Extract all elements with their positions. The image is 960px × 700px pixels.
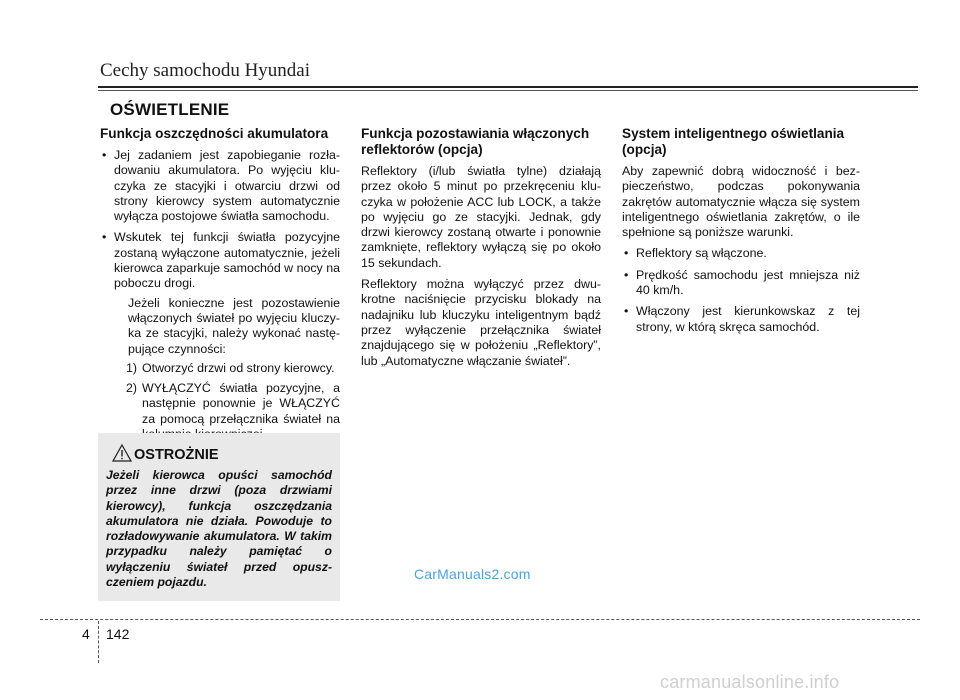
page-number: 142 — [106, 626, 130, 642]
battery-saver-list — [100, 148, 340, 442]
paragraph: Reflektory (i/lub światła tylne) działają przez około 5 minut po przekręceniu kluczyka w położenie ACC lub LOCK, a także po wyjęciu go ze stacyjki. Jednak, gdy drzwi kierowcy zostaną otwarte i ponownie zamknięte, reflektory wyłączą się po około 15 sekundach. — [361, 164, 601, 270]
battery-saver-heading: Funkcja oszczędności akumulatora — [100, 126, 329, 141]
headlight-escort-heading: Funkcja pozostawiania włączonych reflektorów (opcja) — [361, 126, 590, 157]
step-number: 1) — [126, 360, 138, 375]
caution-text: Jeżeli kierowca opuści samochód przez inne drzwi (poza drzwiami kierowcy), funkcja oszczędzania akumulatora nie działa. Powoduje to rozładowywanie akumulatora. W takim przypadku należy pamiętać o wyłączeniu świateł przed opuszczeniem pojazdu. — [106, 468, 332, 590]
step-text: Otworzyć drzwi od strony kierowcy. — [142, 360, 335, 375]
header-rule — [98, 86, 918, 88]
column-headlight-escort — [361, 126, 601, 375]
step-number: 2) — [126, 381, 138, 396]
list-item: • Prędkość samochodu jest mniejsza niż 40 km/h. — [622, 268, 860, 299]
header-rule-thin — [98, 90, 918, 91]
footer-divider — [40, 619, 920, 620]
chapter-number: 4 — [82, 626, 90, 642]
list-item: • Reflektory są włączone. — [622, 246, 860, 261]
intelligent-lighting-heading: System inteligentnego oświetlania (opcja) — [622, 126, 845, 157]
step-text: WYŁĄCZYĆ światła pozycyjne, a następnie ponownie je WŁĄCZYĆ za pomocą przełącznika świateł na — [142, 381, 340, 426]
warning-triangle-icon — [112, 444, 132, 462]
step-item — [114, 361, 340, 376]
conditions-list — [622, 246, 860, 334]
list-item-text: Wskutek tej funkcji światła pozycyjne zostaną wyłączone automatycznie, jeżeli kierowca zaparkuje samochód w nocy na poboczu drogi. — [114, 230, 340, 291]
column-intelligent-lighting — [622, 126, 860, 341]
list-item: • Jej zadaniem jest zapobieganie rozładowaniu akumulatora. Po wyjęciu kluczyka ze stacyjki i otwarciu drzwi od strony kierowcy system automatycznie wyłącza postojowe światła samochodu. — [100, 148, 340, 224]
section-title: OŚWIETLENIE — [110, 100, 230, 119]
list-item-continuation: Jeżeli konieczne jest pozostawienie włączonych świateł po wyjęciu kluczyka ze stacyjki, należy wykonać następujące czynności: — [128, 295, 340, 356]
list-item — [100, 230, 340, 442]
footer-vertical-divider — [98, 621, 99, 663]
caution-title: OSTROŻNIE — [134, 447, 219, 463]
header-title: Cechy samochodu Hyundai — [100, 60, 311, 81]
column-battery-saver — [100, 126, 340, 448]
bottom-watermark: carmanualsonline.info — [660, 672, 840, 692]
paragraph: Aby zapewnić dobrą widoczność i bezpieczeństwo, podczas pokonywania zakrętów automatycznie włącza się system inteligentnego oświetlania zakrętów, o ile spełnione są poniższe warunki. — [622, 164, 860, 240]
caution-box — [98, 433, 340, 601]
list-item: • Włączony jest kierunkowskaz z tej strony, w którą skręca samochód. — [622, 304, 860, 335]
paragraph: Reflektory można wyłączyć przez dwukrotne naciśnięcie przycisku blokady na nadajniku lub kluczyku inteligentnym bądź przez wyłączenie przełącznika świateł znajdującego się w położeniu „Reflektory”, lub „Automatyczne włączanie świateł”. — [361, 277, 601, 368]
watermark-link[interactable]: CarManuals2.com — [414, 566, 531, 582]
